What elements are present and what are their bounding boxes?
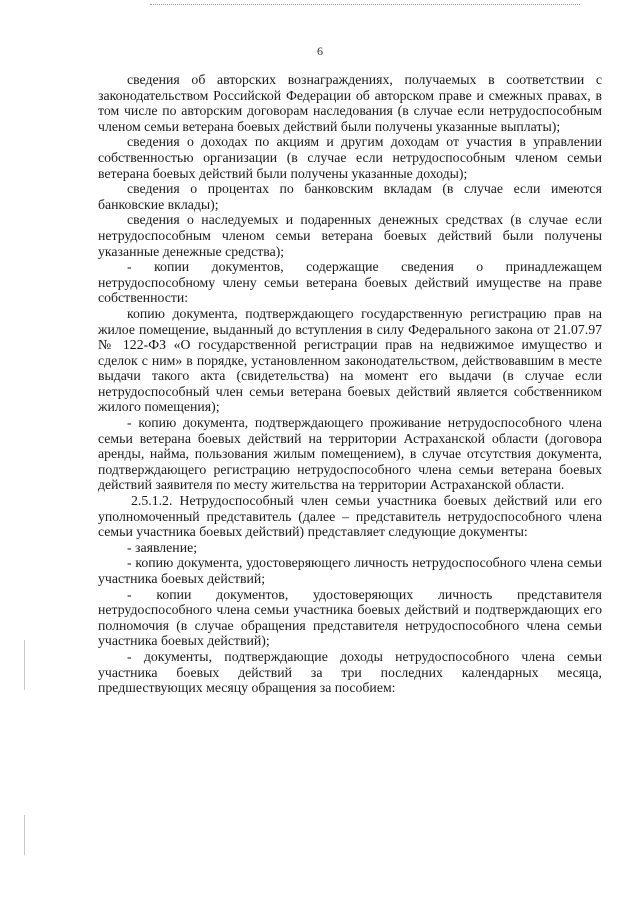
- paragraph-share-income: сведения о доходах по акциям и другим доходам от участия в управлении собственностью организации (в случае если нетрудоспособным членом семьи ветерана боевых действий были получены указанные доходы);: [98, 134, 602, 181]
- paragraph-bank-interest: сведения о процентах по банковским вкладам (в случае если имеются банковские вклады);: [98, 181, 602, 212]
- paragraph-property-docs: - копии документов, содержащие сведения о принадлежащем нетрудоспособному члену семьи ветерана боевых действий имуществе на праве собственности:: [98, 259, 602, 306]
- paragraph-author-fees: сведения об авторских вознаграждениях, получаемых в соответствии с законодательством Российской Федерации об авторском праве и смежных правах, в том числе по авторским договорам наследования (в случае если нетрудоспособным членом семьи ветерана боевых действий были получены указанные выплаты);: [98, 72, 602, 134]
- paragraph-income-docs: - документы, подтверждающие доходы нетрудоспособного члена семьи участника боевых действий за три последних календарных месяца, предшествующих месяцу обращения за пособием:: [98, 648, 602, 696]
- document-body: [98, 72, 602, 696]
- paragraph-section-2-5-1-2: 2.5.1.2. Нетрудоспособный член семьи участника боевых действий или его уполномоченный представитель (далее – представитель нетрудоспособного члена семьи участника боевых действий) представляет следующие документы:: [98, 493, 602, 540]
- paragraph-representative-docs: - копии документов, удостоверяющих личность представителя нетрудоспособного члена семьи участника боевых действий и подтверждающих его полномочия (в случае обращения представителя нетрудоспособного члена семьи участника боевых действий);: [98, 586, 602, 649]
- paragraph-housing-registration: копию документа, подтверждающего государственную регистрацию прав на жилое помещение, выданный до вступления в силу Федерального закона от 21.07.97 № 122-ФЗ «О государственной регистрации прав на недвижимое имущество и сделок с ним» в порядке, установленном законодательством, действовавшим в месте выдачи такого акта (свидетельства) на момент его выдачи (в случае если нетрудоспособный член семьи ветерана боевых действий является собственником жилого помещения);: [98, 305, 602, 415]
- paragraph-residence-proof: - копию документа, подтверждающего проживание нетрудоспособного члена семьи ветерана боевых действий на территории Астраханской области (договора аренды, найма, пользования жилым помещением), в случае отсутствия документа, подтверждающего регистрацию нетрудоспособного члена семьи ветерана боевых действий заявителя по месту жительства на территории Астраханской области.: [98, 415, 602, 493]
- scan-top-edge: [150, 4, 580, 5]
- paragraph-application: - заявление;: [127, 539, 198, 555]
- scan-margin-mark: [24, 640, 25, 690]
- paragraph-inherited-funds: сведения о наследуемых и подаренных денежных средствах (в случае если нетрудоспособным членом семьи ветерана боевых действий были получены указанные денежные средства);: [98, 212, 602, 259]
- paragraph-identity-doc: - копию документа, удостоверяющего личность нетрудоспособного члена семьи участника боевых действий;: [98, 555, 602, 586]
- scan-margin-mark: [24, 815, 25, 855]
- page-number: 6: [317, 44, 323, 58]
